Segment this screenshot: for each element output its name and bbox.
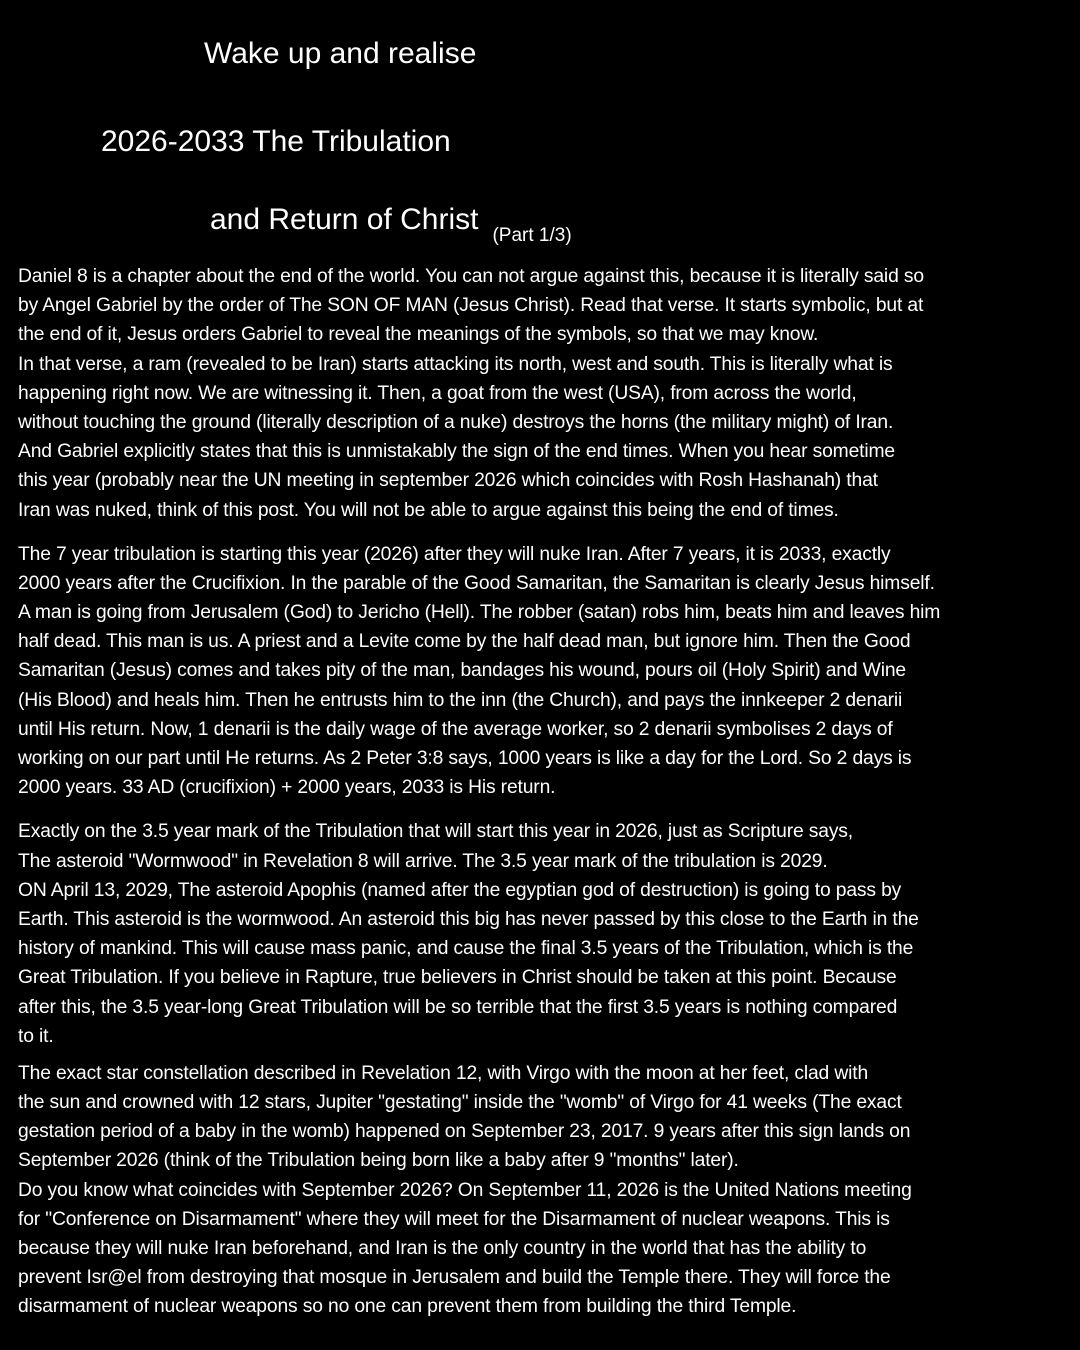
paragraph-line: 2000 years. 33 AD (crucifixion) + 2000 years, 2033 is His return. (18, 777, 556, 799)
paragraph-line: Exactly on the 3.5 year mark of the Tribulation that will start this year in 2026, just as Scripture says, (18, 821, 854, 843)
paragraph-line: the end of it, Jesus orders Gabriel to reveal the meanings of the symbols, so that we may know. (18, 324, 819, 346)
paragraph-line: And Gabriel explicitly states that this is unmistakably the sign of the end times. When you hear sometime (18, 441, 895, 463)
paragraph-line: Earth. This asteroid is the wormwood. An asteroid this big has never passed by this close to the Earth in the (18, 908, 919, 930)
paragraph-line: history of mankind. This will cause mass panic, and cause the final 3.5 years of the Tribulation, which is the (18, 938, 914, 960)
paragraph-line: working on our part until He returns. As 2 Peter 3:8 says, 1000 years is like a day for the Lord. So 2 days is (18, 748, 912, 769)
paragraph-line: disarmament of nuclear weapons so no one can prevent them from building the third Temple. (18, 1296, 797, 1318)
paragraph-line: September 2026 (think of the Tribulation being born like a baby after 9 "months" later). (18, 1150, 739, 1172)
part-label: (Part 1/3) (492, 225, 572, 246)
post-body (18, 262, 1080, 1322)
paragraph-daniel-8 (18, 262, 1080, 525)
paragraph-line: Iran was nuked, think of this post. You will not be able to argue against this being the end of times. (18, 499, 839, 521)
paragraph-line: the sun and crowned with 12 stars, Jupiter "gestating" inside the "womb" of Virgo for 41 weeks (The exact (18, 1092, 902, 1114)
paragraph-wormwood (18, 817, 1080, 1051)
paragraph-line: until His return. Now, 1 denarii is the daily wage of the average worker, so 2 denarii symbolises 2 days of (18, 718, 893, 740)
paragraph-line: by Angel Gabriel by the order of The SON OF MAN (Jesus Christ). Read that verse. It starts symbolic, but at (18, 295, 924, 317)
paragraph-line: (His Blood) and heals him. Then he entrusts him to the inn (the Church), and pays the innkeeper 2 denarii (18, 689, 903, 711)
paragraph-line: The 7 year tribulation is starting this year (2026) after they will nuke Iran. After 7 years, it is 2033, exactly (18, 543, 891, 565)
title-line-2: 2026-2033 The Tribulation (101, 125, 451, 158)
paragraph-line: after this, the 3.5 year-long Great Tribulation will be so terrible that the first 3.5 years is nothing compared (18, 996, 898, 1018)
paragraph-tribulation (18, 540, 1080, 803)
paragraph-line: Daniel 8 is a chapter about the end of the world. You can not argue against this, because it is literally said so (18, 266, 924, 287)
paragraph-line: The exact star constellation described in Revelation 12, with Virgo with the moon at her feet, clad with (18, 1062, 869, 1084)
paragraph-line: gestation period of a baby in the womb) happened on September 23, 2017. 9 years after this sign lands on (18, 1121, 911, 1143)
title-line-1: Wake up and realise (204, 37, 477, 70)
paragraph-line: ON April 13, 2029, The asteroid Apophis (named after the egyptian god of destruction) is going to pass by (18, 879, 902, 901)
paragraph-line: In that verse, a ram (revealed to be Iran) starts attacking its north, west and south. This is literally what is (18, 353, 893, 375)
paragraph-line: for "Conference on Disarmament" where they will meet for the Disarmament of nuclear weapons. This is (18, 1208, 890, 1230)
paragraph-line: to it. (18, 1025, 54, 1047)
paragraph-line: Do you know what coincides with September 2026? On September 11, 2026 is the United Nations meeting (18, 1179, 912, 1201)
paragraph-line: this year (probably near the UN meeting in september 2026 which coincides with Rosh Hashanah) that (18, 470, 878, 492)
title-line-3-text: and Return of Christ (210, 203, 479, 236)
paragraph-line: The asteroid "Wormwood" in Revelation 8 will arrive. The 3.5 year mark of the tribulation is 2029. (18, 850, 828, 872)
title-line-3 (0, 178, 1080, 262)
paragraph-line: without touching the ground (literally description of a nuke) destroys the horns (the military might) of Iran. (18, 411, 894, 433)
paragraph-line: happening right now. We are witnessing it. Then, a goat from the west (USA), from across the world, (18, 382, 857, 404)
paragraph-line: half dead. This man is us. A priest and a Levite come by the half dead man, but ignore him. Then the Good (18, 631, 911, 653)
paragraph-line: Samaritan (Jesus) comes and takes pity of the man, bandages his wound, pours oil (Holy Spirit) and Wine (18, 660, 906, 682)
paragraph-line: A man is going from Jerusalem (God) to Jericho (Hell). The robber (satan) robs him, beats him and leaves him (18, 602, 941, 624)
paragraph-revelation-12 (18, 1059, 1080, 1322)
paragraph-line: prevent Isr@el from destroying that mosque in Jerusalem and build the Temple there. They will force the (18, 1267, 891, 1289)
paragraph-line: because they will nuke Iran beforehand, and Iran is the only country in the world that has the ability to (18, 1238, 867, 1259)
paragraph-line: 2000 years after the Crucifixion. In the parable of the Good Samaritan, the Samaritan is clearly Jesus himself. (18, 572, 935, 594)
paragraph-line: Great Tribulation. If you believe in Rapture, true believers in Christ should be taken at this point. Because (18, 967, 897, 989)
